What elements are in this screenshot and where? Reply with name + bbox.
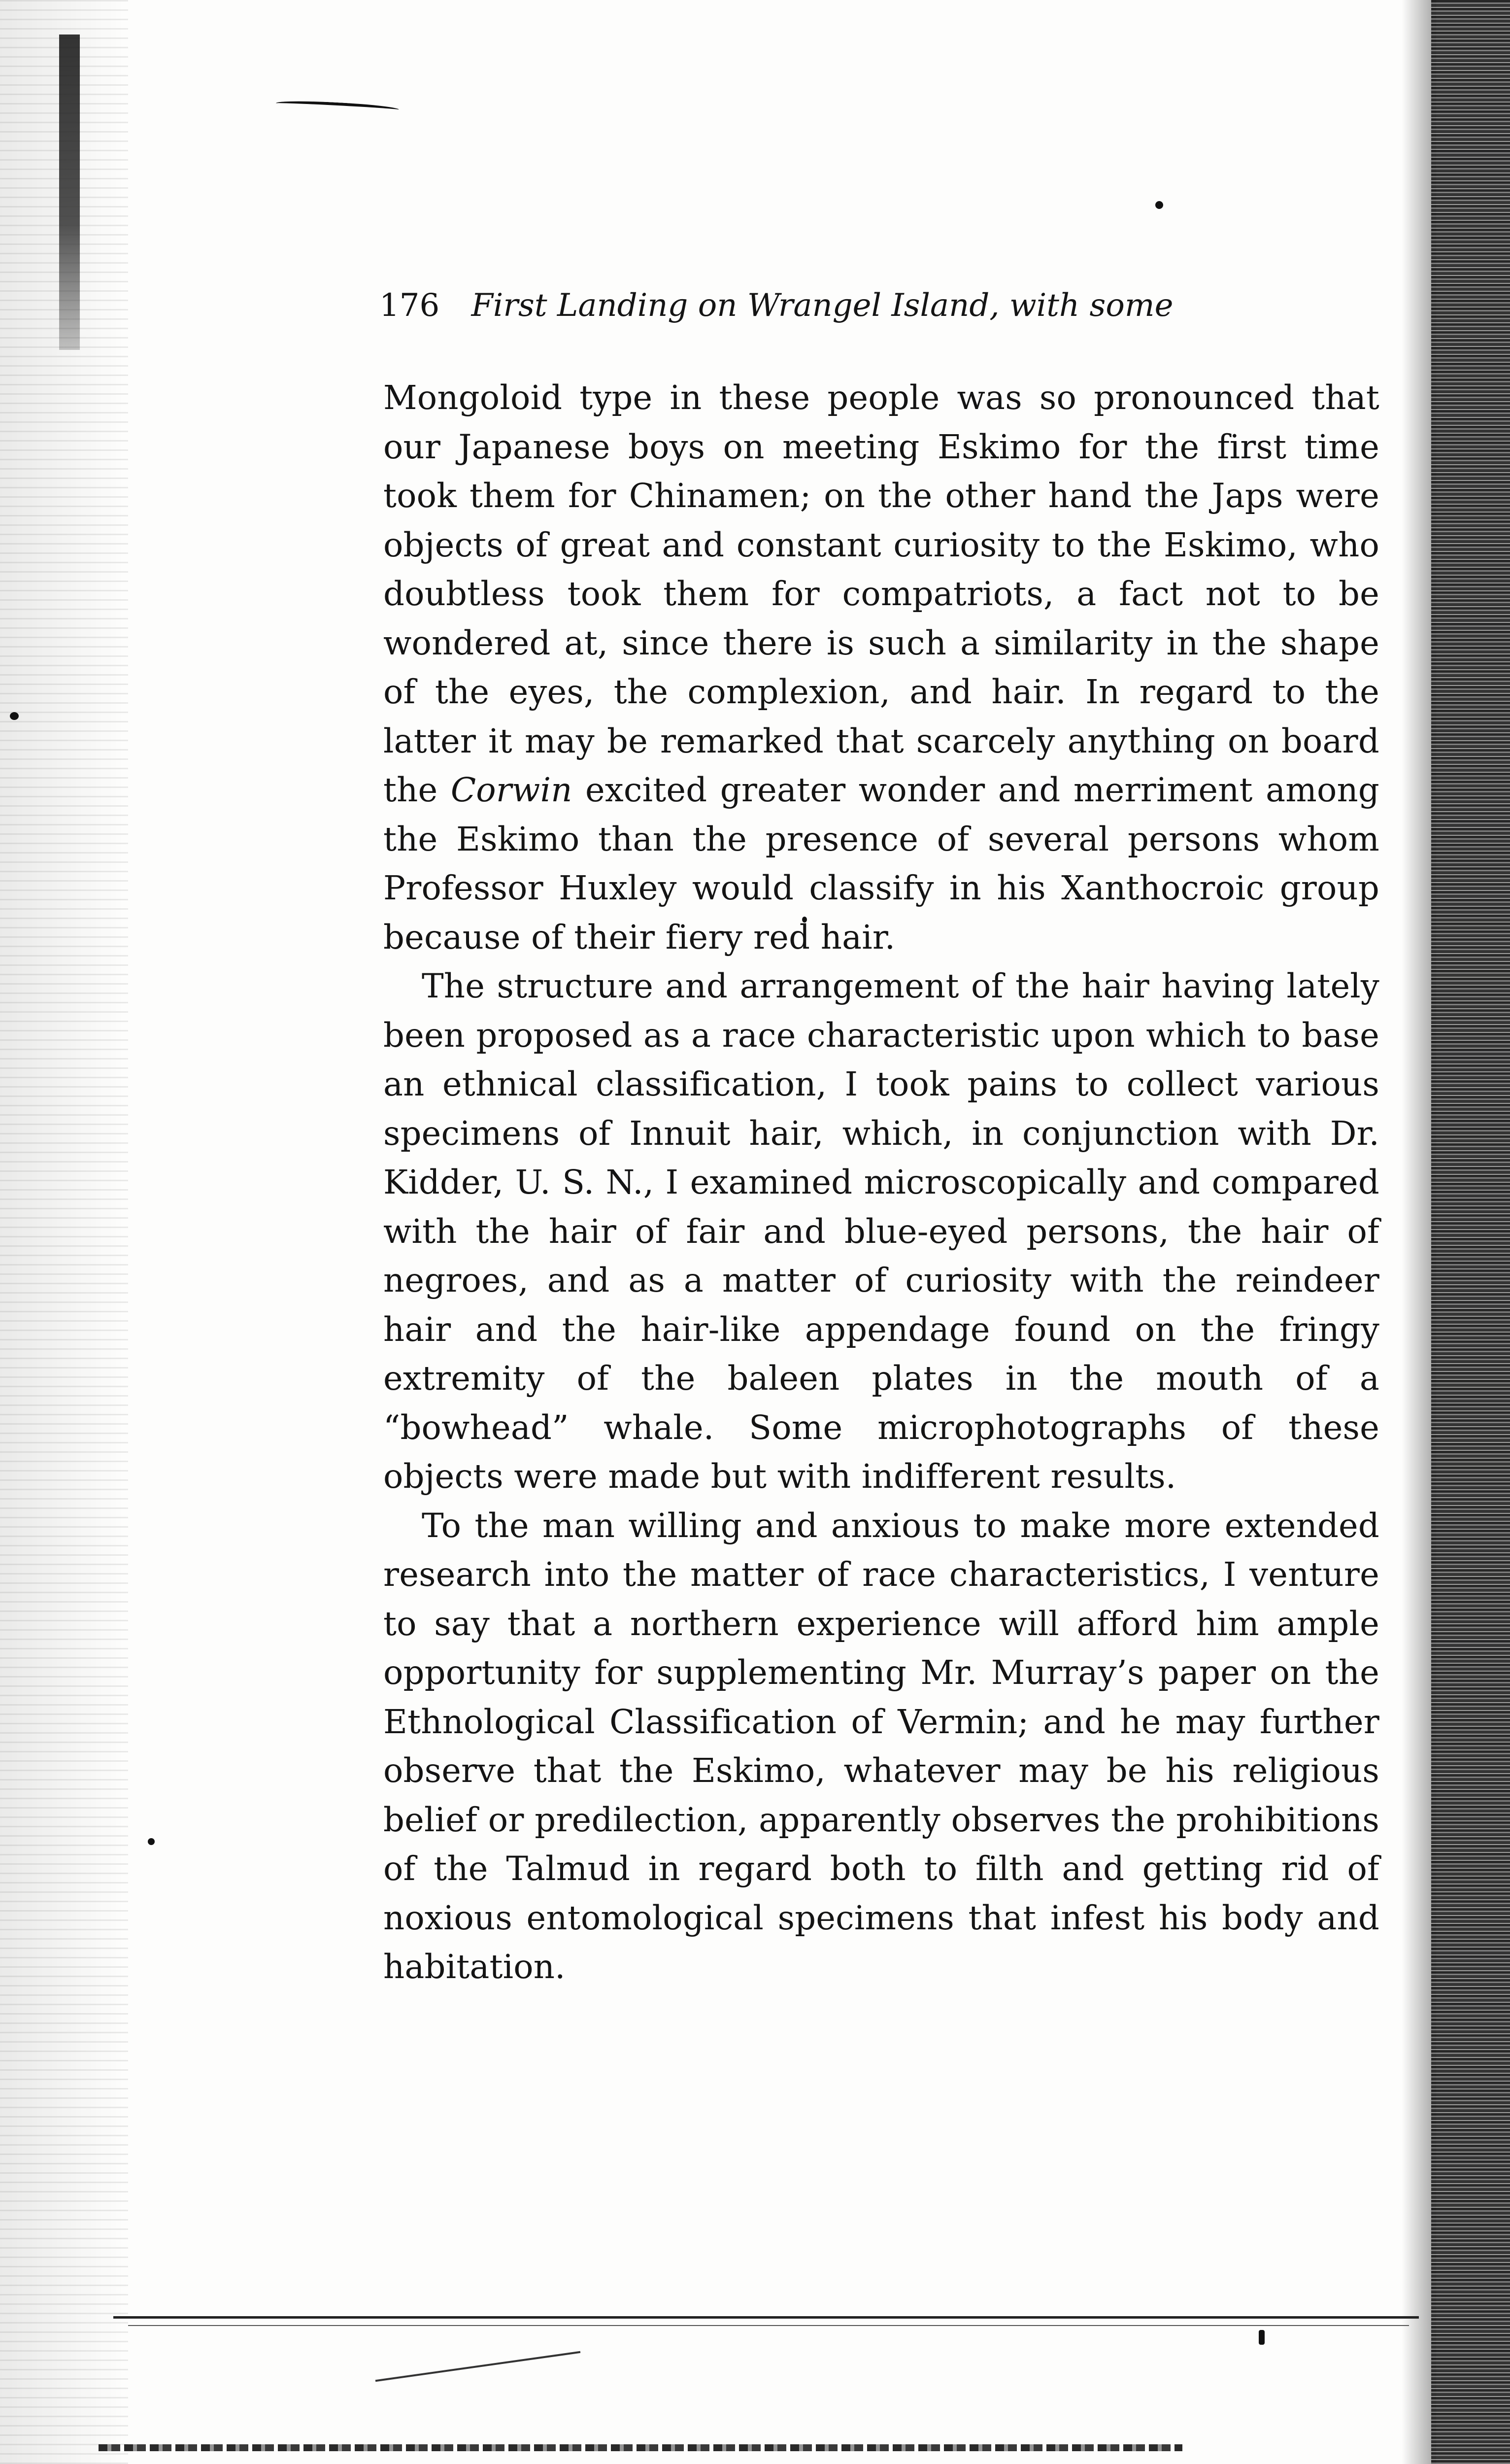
right-page-edge xyxy=(1431,0,1510,2464)
paragraph-3: To the man willing and anxious to make more extended research into the matter of race characteristics, I venture to say that a northern experience will afford him ample opportunity for supplementing Mr. Murray’s paper on the Ethnological Classification of Vermin; and he may further observe that the Eskimo, whatever may be his religious belief or predilection, apparently observes the prohibitions of the Talmud in regard both to filth and getting rid of noxious entomological specimens that infest his body and habitation. xyxy=(383,1506,1379,1986)
paragraph-2: The structure and arrangement of the hair having lately been proposed as a race characteristic upon which to base an ethnical classification, I took pains to collect various specimens of Innuit hair, which, in conjunction with Dr. Kidder, U. S. N., I examined microscopically and compared with the hair of fair and blue-eyed persons, the hair of negroes, and as a matter of curiosity with the reindeer hair and the hair-like appendage found on the fringy extremity of the baleen plates in the mouth of a “bowhead” whale. Some microphotographs of these objects were made but with indifferent results. xyxy=(383,967,1379,1496)
paragraph-1-text-b: excited greater wonder and merriment among the Eskimo than the presence of several persons whom Professor Huxley would classify in his Xanthocroic group because of their fiery red hair. xyxy=(383,771,1379,957)
top-pen-mark xyxy=(276,99,399,113)
page-number: 176 xyxy=(379,287,440,324)
left-edge-mark xyxy=(59,34,80,350)
bottom-pen-stroke xyxy=(375,2351,580,2382)
bottom-rule xyxy=(113,2316,1419,2319)
speck xyxy=(10,712,19,720)
speck xyxy=(1259,2330,1265,2345)
ship-name-italic: Corwin xyxy=(450,771,572,809)
bottom-rule-secondary xyxy=(128,2325,1409,2326)
paragraph-1 xyxy=(383,374,1379,962)
speck xyxy=(1155,201,1163,209)
left-binding-shadow xyxy=(0,0,128,2464)
paragraph-1-text-a: Mongoloid type in these people was so pronounced that our Japanese boys on meeting Eskimo for the first time took them for Chinamen; on the other hand the Japs were objects of great and constant curiosity to the Eskimo, who doubtless took them for compatriots, a fact not to be wondered at, since there is such a similarity in the shape of the eyes, the complexion, and hair. In regard to the latter it may be remarked that scarcely anything on board the xyxy=(383,378,1379,809)
bottom-page-edge xyxy=(99,2444,1182,2451)
body-text xyxy=(383,374,1379,1992)
speck xyxy=(148,1838,155,1845)
running-head xyxy=(379,286,1375,325)
running-title: First Landing on Wrangel Island, with some xyxy=(471,287,1174,324)
